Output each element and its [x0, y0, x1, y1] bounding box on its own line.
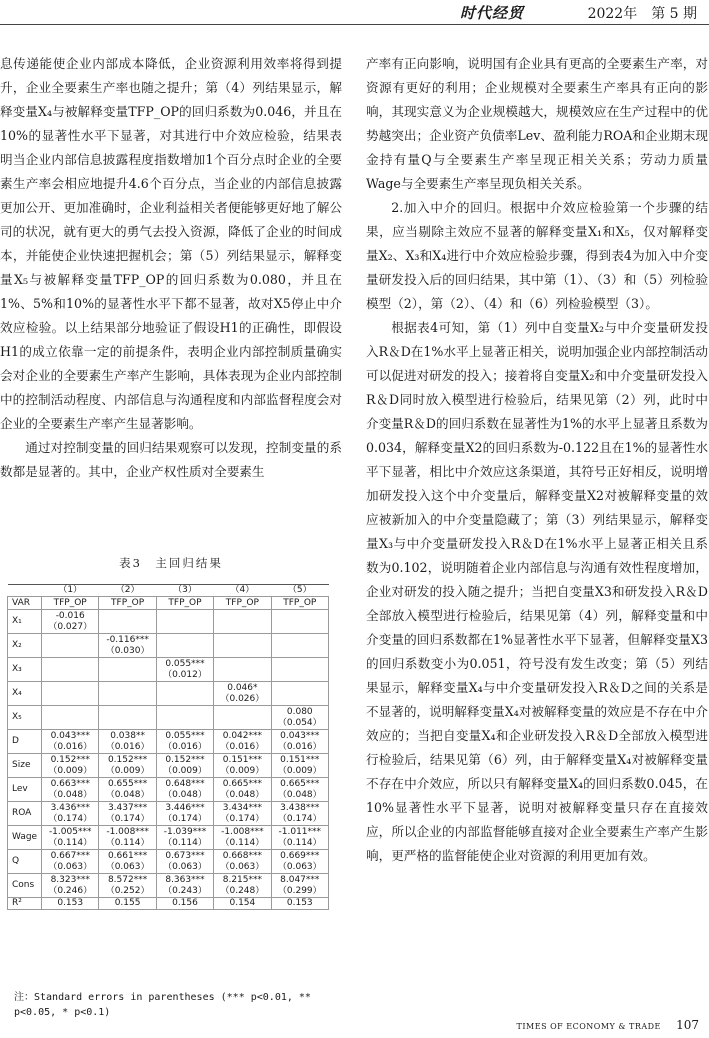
table-cell	[42, 754, 99, 778]
table-coef: 0.665***	[222, 778, 262, 789]
table-r2-label: R²	[8, 898, 42, 910]
table-se: （0.009）	[220, 765, 265, 776]
table-cell	[42, 658, 99, 682]
table-se: （0.299）	[277, 885, 322, 896]
page-header	[0, 0, 709, 28]
table-cell	[214, 634, 271, 658]
table-coef: 0.043***	[50, 730, 90, 741]
table-cell	[271, 658, 328, 682]
table-cell	[99, 634, 156, 658]
table-row	[8, 802, 329, 826]
left-para-1: 息传递能使企业内部成本降低，企业资源利用效率将得到提升，企业全要素生产率也随之提升；第（4）列结果显示，解释变量X₄与被解释变量TFP_OP的回归系数为0.046，并且在10%的显著性水平下显著，对其进行中介效应检验，结果表明当企业内部信息披露程度指数增加1个百分点时企业的全要素生产率会相应地提升4.6个百分点，当企业的内部信息披露更加公开、更加准确时，企业利益相关者便能够更好地了解公司的状况，就有更大的勇气去投入资源，降低了企业的时间成本，并能使企业快速把握机会；第（5）列结果显示，解释变量X₅与被解释变量TFP_OP的回归系数为0.080，并且在1%、5%和10%的显著性水平下都不显著，故对X5停止中介效应检验。以上结果部分地验证了假设H1的正确性，即假设H1的成立依靠一定的前提条件，表明企业内部控制质量确实会对企业的全要素生产率产生影响，具体表现为企业内部控制中的控制活动程度、内部信息与沟通程度和内部监督程度会对企业的全要素生产率产生显著影响。	[0, 56, 342, 431]
table-row-label: Size	[8, 754, 42, 778]
table-se: （0.016）	[277, 741, 322, 752]
table-cell	[99, 754, 156, 778]
table-se: （0.048）	[220, 789, 265, 800]
table-se: （0.243）	[163, 885, 207, 896]
table-cell	[156, 658, 213, 682]
table-cell	[214, 706, 271, 730]
table-cell	[214, 802, 271, 826]
table-coef: 8.323***	[50, 874, 90, 885]
table-cell	[271, 850, 328, 874]
table-dep-var: TFP_OP	[42, 597, 99, 610]
table-cell	[271, 754, 328, 778]
table-row-label: X₂	[8, 634, 42, 658]
table-column-number: （2）	[99, 585, 156, 597]
page-number: 107	[676, 1018, 699, 1032]
table-row	[8, 730, 329, 754]
table-coef: -1.039***	[163, 826, 207, 837]
table-se: （0.114）	[48, 837, 93, 848]
table-cell	[99, 730, 156, 754]
table-se: （0.009）	[163, 765, 207, 776]
table-cell	[214, 754, 271, 778]
table-cell	[156, 778, 213, 802]
table-cell	[214, 658, 271, 682]
table-coef: 0.046*	[227, 682, 258, 693]
table-cell	[156, 682, 213, 706]
table-coef: 0.668***	[222, 850, 262, 861]
table-coef: 0.152***	[50, 754, 90, 765]
table-coef: 0.042***	[222, 730, 262, 741]
table-cell	[271, 634, 328, 658]
table-se: （0.246）	[48, 885, 93, 896]
issue-label: 2022年 第 5 期	[587, 6, 697, 22]
table-row-label: ROA	[8, 802, 42, 826]
table-coef: 3.438***	[280, 802, 320, 813]
table-coef: 0.655***	[107, 778, 148, 789]
table-se: （0.063）	[163, 861, 207, 872]
table-cell	[271, 706, 328, 730]
table-coef: 8.363***	[165, 874, 205, 885]
table-se: （0.009）	[48, 765, 93, 776]
table-coef: 0.038**	[110, 730, 145, 741]
table-column-number: （3）	[156, 585, 213, 597]
table-cell	[271, 610, 328, 634]
table-cell	[42, 730, 99, 754]
table-cell	[99, 778, 156, 802]
table-cell	[156, 706, 213, 730]
table-row-label: Wage	[8, 826, 42, 850]
table-cell	[99, 802, 156, 826]
table-cell	[42, 802, 99, 826]
table-coef: 0.665***	[280, 778, 320, 789]
table-var-row	[8, 597, 329, 610]
table-cell	[271, 874, 328, 898]
table-cell	[214, 778, 271, 802]
table-coef: 0.151***	[222, 754, 262, 765]
table-coef: -1.008***	[221, 826, 264, 837]
table-se: （0.030）	[105, 645, 150, 656]
table-r2-value: 0.156	[156, 898, 213, 910]
regression-table	[7, 584, 329, 910]
table-se: （0.174）	[163, 813, 207, 824]
table-se: （0.054）	[277, 717, 322, 728]
table-row	[8, 778, 329, 802]
table-cell	[271, 778, 328, 802]
table-coef: 3.437***	[107, 802, 148, 813]
right-para-1: 产率有正向影响，说明国有企业具有更高的全要素生产率，对资源有更好的利用；企业规模对全要素生产率具有正向的影响，其现实意义为企业规模越大，规模效应在生产过程中的优势越突出；企业资产负债率Lev、盈利能力ROA和企业期末现金持有量Q与全要素生产率呈现正相关关系；劳动力质量Wage与全要素生产率呈现负相关关系。	[366, 56, 708, 191]
table-r2-value: 0.155	[99, 898, 156, 910]
table-row-label: D	[8, 730, 42, 754]
table-cell	[214, 730, 271, 754]
table-row	[8, 682, 329, 706]
table-cell	[99, 706, 156, 730]
table-row	[8, 826, 329, 850]
table-note: 注：Standard errors in parentheses (*** p<0.01, ** p<0.05, * p<0.1)	[14, 992, 311, 1018]
table-row	[8, 634, 329, 658]
table-cell	[99, 610, 156, 634]
table-column-number: （4）	[214, 585, 271, 597]
table-row	[8, 754, 329, 778]
right-column	[366, 52, 708, 868]
table-se: （0.009）	[105, 765, 150, 776]
table-coef: 0.152***	[165, 754, 205, 765]
table-cell	[271, 682, 328, 706]
table-se: （0.114）	[277, 837, 322, 848]
table-se: （0.063）	[48, 861, 93, 872]
table-se: （0.174）	[220, 813, 265, 824]
table-row	[8, 850, 329, 874]
table-se: （0.048）	[105, 789, 150, 800]
table-cell	[214, 610, 271, 634]
table-cell	[156, 730, 213, 754]
table-se: （0.114）	[163, 837, 207, 848]
table-cell	[99, 850, 156, 874]
table-cell	[42, 778, 99, 802]
table-se: （0.048）	[48, 789, 93, 800]
table-cell	[42, 850, 99, 874]
table-cell	[214, 850, 271, 874]
table-cell	[214, 874, 271, 898]
table-coef: 0.669***	[280, 850, 320, 861]
table-coef: -1.008***	[106, 826, 149, 837]
table-coef: 0.055***	[165, 658, 205, 669]
table-dep-var: TFP_OP	[271, 597, 328, 610]
table-coef: 0.043***	[280, 730, 320, 741]
table-coef: 0.648***	[165, 778, 205, 789]
table-se: （0.026）	[220, 693, 265, 704]
table-se: （0.048）	[163, 789, 207, 800]
table-coef: 0.055***	[165, 730, 205, 741]
right-para-3: 根据表4可知，第（1）列中自变量X₂与中介变量研发投入R＆D在1%水平上显著正相关，说明加强企业内部控制活动可以促进对研发的投入；接着将自变量X₂和中介变量研发投入R＆D同时放入模型进行检验后，结果见第（2）列，此时中介变量R＆D的回归系数在显著性为1%的水平上显著且系数为0.034，解释变量X2的回归系数为-0.122且在1%的显著性水平下显著，相比中介效应这条渠道，其符号正好相反，说明增加研发投入这个中介变量后，解释变量X2对被解释变量的效应被新加入的中介变量隐藏了；第（3）列结果显示，解释变量X₃与中介变量研发投入R＆D在1%水平上显著正相关且系数为0.102，说明随着企业内部信息与沟通有效性程度增加，企业对研发的投入随之提升；当把自变量X3和研发投入R＆D全部放入模型进行检验后，结果见第（4）列，解释变量和中介变量的回归系数都在1%显著性水平下显著，但解释变量X3的回归系数变小为0.051，符号没有发生改变；第（5）列结果显示，解释变量X₄与中介变量研发投入R＆D之间的关系是不显著的，说明解释变量X₄对被解释变量的效应是不存在中介效应的；当把自变量X₄和企业研发投入R＆D全部放入模型进行检验后，结果见第（6）列，由于解释变量X₄对被解释变量不存在中介效应，所以只有解释变量X₄的回归系数0.045，在10%显著性水平下显著，说明对被解释变量只存在直接效应，所以企业的内部监督能够直接对企业全要素生产率产生影响，更严格的监督能使企业对资源的利用更加有效。	[366, 320, 708, 863]
table-cell	[156, 826, 213, 850]
table-cell	[42, 874, 99, 898]
table-cell	[156, 634, 213, 658]
table-coef: -0.016	[55, 610, 85, 621]
table-row-label: Q	[8, 850, 42, 874]
footer-journal-en: TIMES OF ECONOMY & TRADE	[516, 1022, 661, 1031]
table-coef: -1.011***	[278, 826, 322, 837]
table-corner	[8, 585, 42, 597]
table-se: （0.248）	[220, 885, 265, 896]
table-se: （0.016）	[48, 741, 93, 752]
table-row	[8, 610, 329, 634]
table-cell	[271, 730, 328, 754]
table-row	[8, 658, 329, 682]
table-cell	[271, 826, 328, 850]
table-cell	[156, 850, 213, 874]
table-se: （0.252）	[105, 885, 150, 896]
table-row-label: Cons	[8, 874, 42, 898]
table-r2-value: 0.153	[271, 898, 328, 910]
table-row-label: X₅	[8, 706, 42, 730]
table-se: （0.063）	[277, 861, 322, 872]
page-footer	[517, 1018, 699, 1032]
table-row	[8, 706, 329, 730]
table-r2-value: 0.154	[214, 898, 271, 910]
table-title: 表3 主回归结果	[119, 556, 223, 570]
table-coef: 3.434***	[222, 802, 262, 813]
table-cell	[156, 874, 213, 898]
table-coef: 0.152***	[107, 754, 148, 765]
table-var-header: VAR	[8, 597, 42, 610]
table-dep-var: TFP_OP	[99, 597, 156, 610]
table-r2-value: 0.153	[42, 898, 99, 910]
table-se: （0.063）	[220, 861, 265, 872]
table-cell	[42, 682, 99, 706]
table-coef: 8.572***	[107, 874, 148, 885]
table-row-label: X₄	[8, 682, 42, 706]
table-se: （0.063）	[105, 861, 150, 872]
table-dep-var: TFP_OP	[156, 597, 213, 610]
table-coef: 0.151***	[280, 754, 320, 765]
table-row-label: X₃	[8, 658, 42, 682]
table-se: （0.048）	[277, 789, 322, 800]
table-se: （0.016）	[105, 741, 150, 752]
table-coef: 3.446***	[165, 802, 205, 813]
table-coef: 8.047***	[280, 874, 320, 885]
table-coef: 0.080	[286, 706, 313, 717]
table-se: （0.016）	[163, 741, 207, 752]
table-cell	[99, 658, 156, 682]
table-cell	[214, 826, 271, 850]
left-para-2: 通过对控制变量的回归结果观察可以发现，控制变量的系数都是显著的。其中，企业产权性质对全要素生	[0, 440, 342, 479]
journal-name: 时代经贸	[459, 4, 524, 22]
table-cell	[156, 754, 213, 778]
table-coef: 0.663***	[50, 778, 90, 789]
table-se: （0.016）	[220, 741, 265, 752]
table-row-label: Lev	[8, 778, 42, 802]
table-row-label: X₁	[8, 610, 42, 634]
table-coef: -1.005***	[48, 826, 92, 837]
table-cell	[271, 802, 328, 826]
table-cell	[42, 634, 99, 658]
table-coef: 0.673***	[165, 850, 205, 861]
table-coef: 0.661***	[107, 850, 148, 861]
table-row	[8, 874, 329, 898]
table-se: （0.027）	[48, 621, 93, 632]
table-column-number: （1）	[42, 585, 99, 597]
table-coef: 8.215***	[222, 874, 262, 885]
table-cell	[99, 682, 156, 706]
table-se: （0.174）	[48, 813, 93, 824]
table-r2-row	[8, 898, 329, 910]
table-colnum-row	[8, 585, 329, 597]
table-cell	[214, 682, 271, 706]
table-column-number: （5）	[271, 585, 328, 597]
table-cell	[156, 802, 213, 826]
table-dep-var: TFP_OP	[214, 597, 271, 610]
table-coef: -0.116***	[106, 634, 149, 645]
table-cell	[42, 610, 99, 634]
table-cell	[99, 874, 156, 898]
table-coef: 3.436***	[50, 802, 90, 813]
table-se: （0.114）	[105, 837, 150, 848]
left-column	[0, 52, 342, 484]
table-se: （0.009）	[277, 765, 322, 776]
table-coef: 0.667***	[50, 850, 90, 861]
table-se: （0.114）	[220, 837, 265, 848]
header-rule	[0, 24, 709, 25]
table-se: （0.012）	[163, 669, 207, 680]
table-cell	[42, 826, 99, 850]
right-para-2: 2.加入中介的回归。根据中介效应检验第一个步骤的结果，应当剔除主效应不显著的解释变量X₁和X₅，仅对解释变量X₂、X₃和X₄进行中介效应检验步骤，得到表4为加入中介变量研发投入后的回归结果，其中第（1）、（3）和（5）列检验模型（2），第（2）、（4）和（6）列检验模型（3）。	[366, 200, 708, 311]
table-cell	[99, 826, 156, 850]
table-se: （0.174）	[105, 813, 150, 824]
table-cell	[42, 706, 99, 730]
table-se: （0.174）	[277, 813, 322, 824]
table-cell	[156, 610, 213, 634]
